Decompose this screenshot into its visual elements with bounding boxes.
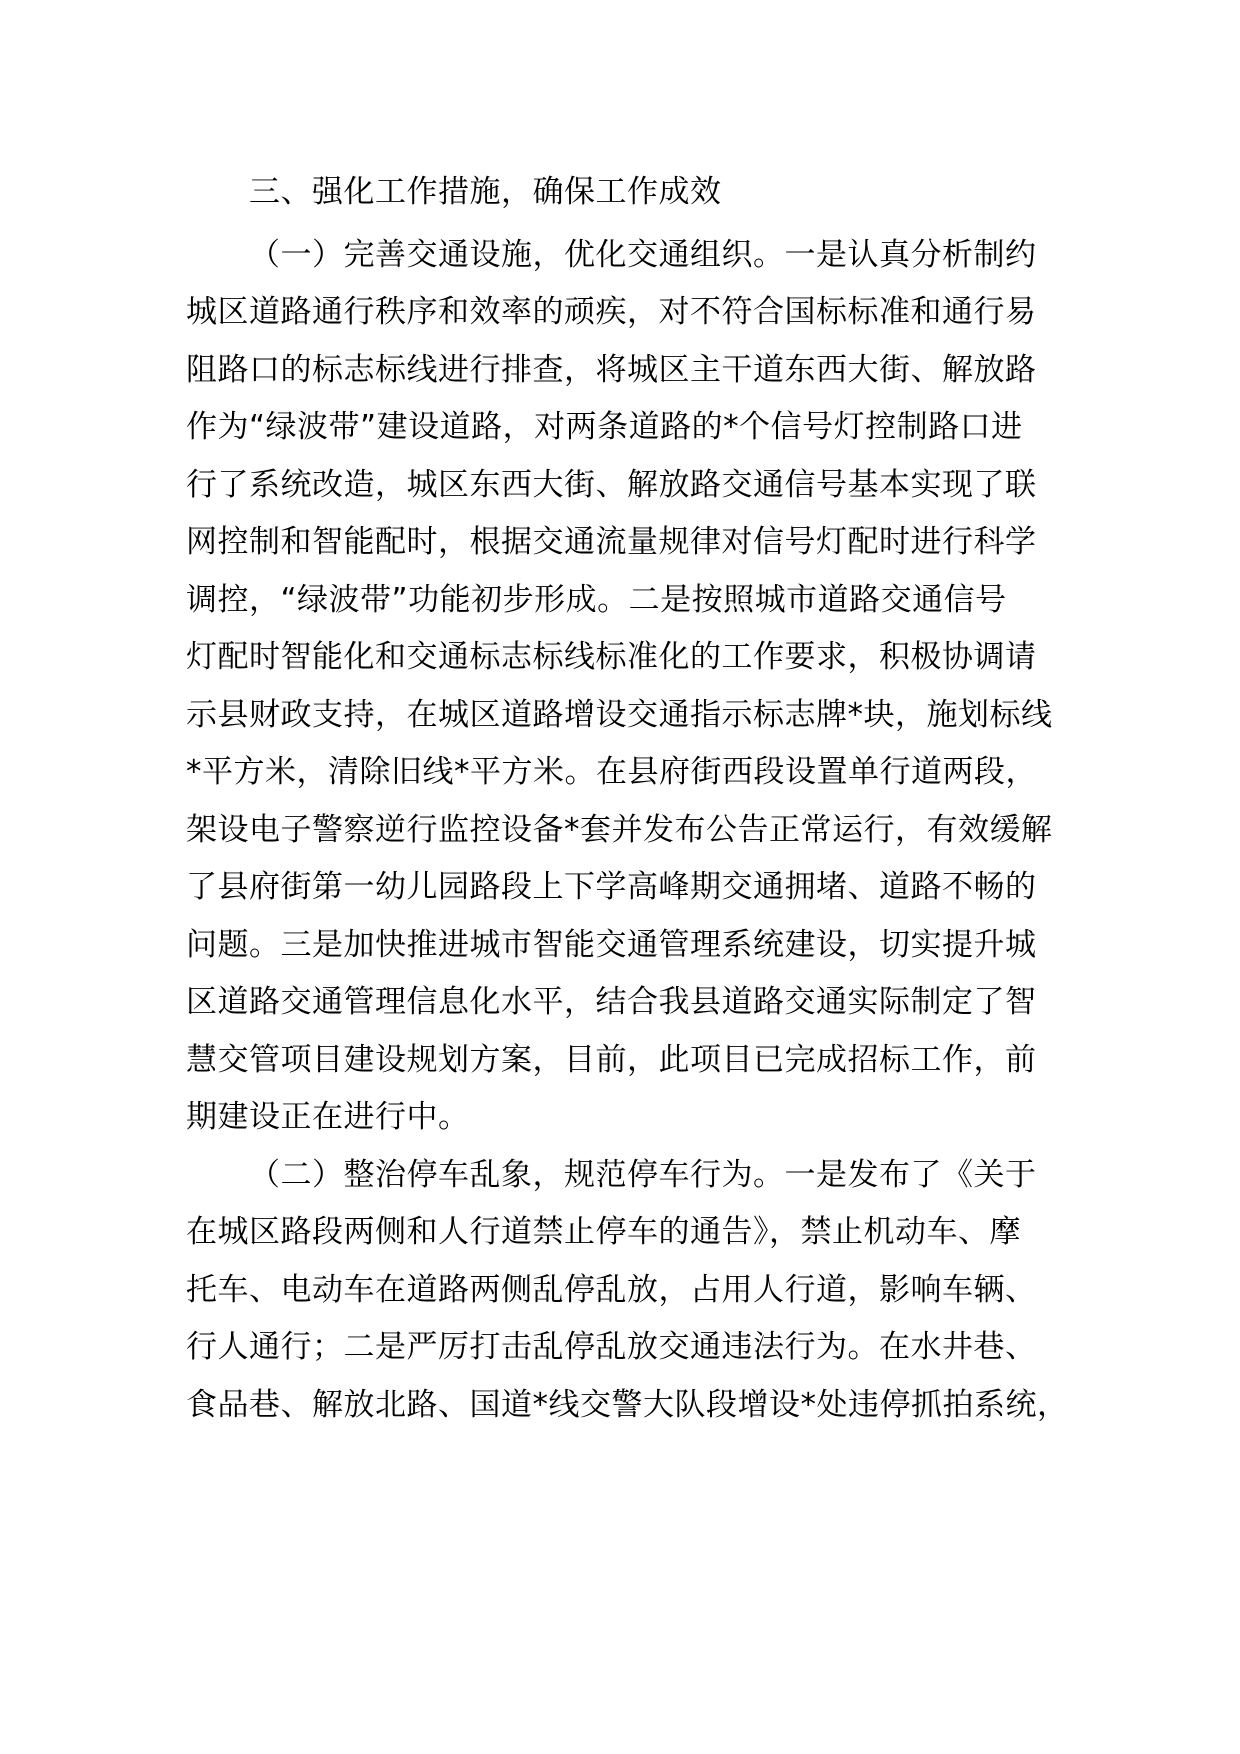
paragraph-line: 食品巷、解放北路、国道*线交警大队段增设*处违停抓拍系统， (186, 1387, 1069, 1423)
paragraph-line: 灯配时智能化和交通标志标线标准化的工作要求，积极协调请 (186, 639, 1037, 675)
paragraph-line: 区道路交通管理信息化水平，结合我县道路交通实际制定了智 (186, 984, 1037, 1020)
paragraph-line: （二）整治停车乱象，规范停车行为。一是发布了《关于 (249, 1157, 1037, 1193)
paragraph-line: 网控制和智能配时，根据交通流量规律对信号灯配时进行科学 (186, 524, 1037, 560)
paragraph-line: 行人通行；二是严厉打击乱停乱放交通违法行为。在水井巷、 (186, 1329, 1037, 1365)
paragraph-line: *平方米，清除旧线*平方米。在县府街西段设置单行道两段， (186, 754, 1037, 790)
paragraph-line: 慧交管项目建设规划方案，目前，此项目已完成招标工作，前 (186, 1042, 1037, 1078)
section-heading: 三、强化工作措施，确保工作成效 (249, 174, 722, 210)
paragraph-line: （一）完善交通设施，优化交通组织。一是认真分析制约 (249, 237, 1037, 273)
paragraph-line: 示县财政支持，在城区道路增设交通指示标志牌*块，施划标线 (186, 697, 1053, 733)
paragraph-line: 托车、电动车在道路两侧乱停乱放，占用人行道，影响车辆、 (186, 1272, 1037, 1308)
paragraph-line: 架设电子警察逆行监控设备*套并发布公告正常运行，有效缓解 (186, 812, 1053, 848)
paragraph-line: 了县府街第一幼儿园路段上下学高峰期交通拥堵、道路不畅的 (186, 869, 1037, 905)
paragraph-line: 问题。三是加快推进城市智能交通管理系统建设，切实提升城 (186, 927, 1037, 963)
paragraph-line: 在城区路段两侧和人行道禁止停车的通告》，禁止机动车、摩 (186, 1214, 1021, 1250)
paragraph-line: 调控，“绿波带”功能初步形成。二是按照城市道路交通信号 (186, 582, 1007, 618)
paragraph-line: 作为“绿波带”建设道路，对两条道路的*个信号灯控制路口进 (186, 409, 1023, 445)
paragraph-line: 期建设正在进行中。 (186, 1099, 470, 1135)
paragraph-line: 行了系统改造，城区东西大街、解放路交通信号基本实现了联 (186, 467, 1037, 503)
paragraph-line: 阻路口的标志标线进行排查，将城区主干道东西大街、解放路 (186, 352, 1037, 388)
paragraph-line: 城区道路通行秩序和效率的顽疾，对不符合国标标准和通行易 (186, 294, 1037, 330)
